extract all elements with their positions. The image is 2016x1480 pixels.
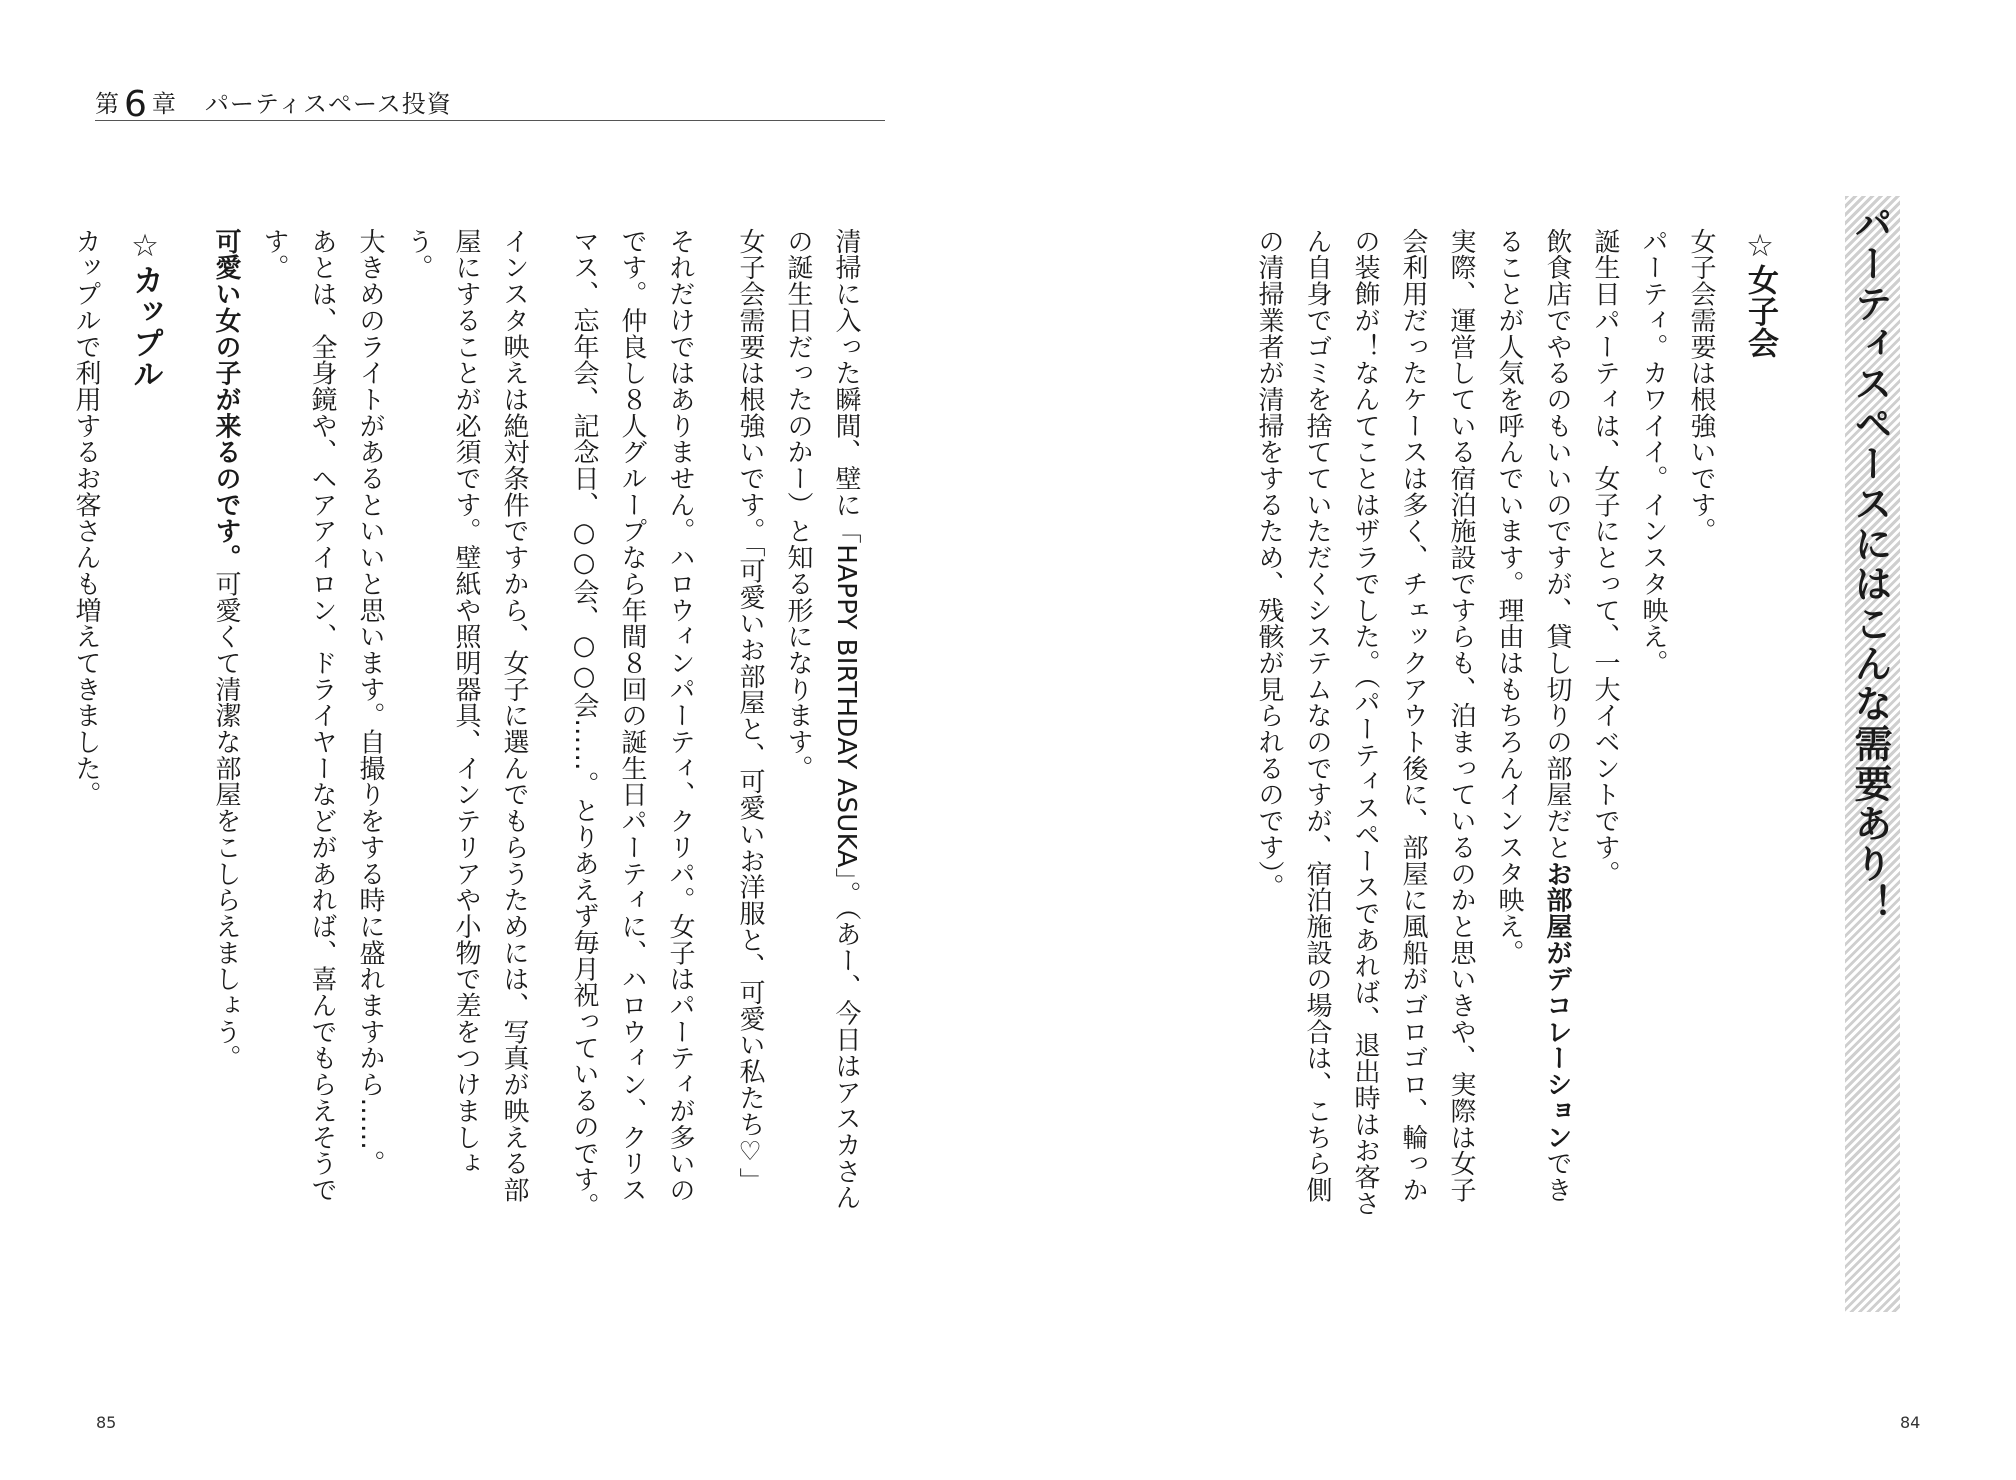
- paragraph: それだけではありません。ハロウィンパーティ、クリパ。女子はパーティが多いのです。仲良し８人グループなら年間８回の誕生日パーティに、ハロウィン、クリスマス、忘年会、記念日、○○会、○○会……。とりあえず毎月祝っているのです。: [569, 228, 695, 1219]
- bold-emphasis: お部屋がデコレーション: [1542, 860, 1572, 1151]
- paragraph: 女子会需要は根強いです。「可愛いお部屋と、可愛いお洋服と、可愛い私たち♡」: [735, 228, 765, 1194]
- paragraph: パーティ。カワイイ。インスタ映え。: [1638, 228, 1668, 676]
- subsection-heading-couple: [110, 228, 180, 1228]
- chapter-header: [95, 80, 885, 125]
- paragraph: [1485, 228, 1581, 1228]
- bold-emphasis: 可愛い女の子が来るのです。: [211, 228, 241, 571]
- star-icon: ☆: [127, 228, 163, 265]
- paragraph-text: 飲食店でやるのもいいのですが、貸し切りの部屋だと: [1542, 228, 1572, 861]
- right-page-body: [1245, 228, 1795, 1228]
- chapter-number: 6: [124, 84, 148, 125]
- chapter-title: パーティスペース投資: [204, 90, 452, 118]
- paragraph: カップルで利用するお客さんも増えてきました。: [71, 228, 101, 808]
- paragraph: 誕生日パーティは、女子にとって、一大イベントです。: [1590, 228, 1620, 887]
- paragraph-text: 可愛くて清潔な部屋をこしらえましょう。: [211, 570, 241, 1072]
- star-icon: ☆: [1742, 228, 1778, 265]
- paragraph-text: できることが人気を呼んでいます。理由はもちろんインスタ映え。: [1494, 228, 1572, 1203]
- paragraph: 女子会需要は根強いです。: [1686, 228, 1716, 545]
- paragraph: [202, 228, 250, 1228]
- page-number-left: 85: [96, 1413, 117, 1432]
- paragraph-gap: [704, 228, 726, 229]
- page-number-right: 84: [1900, 1413, 1921, 1432]
- paragraph: 大きめのライトがあるといいと思います。自撮りをする時に盛れますから……。: [355, 228, 385, 1177]
- right-page: [1140, 196, 1900, 1316]
- section-heading: パーティスペースにはこんな需要あり！: [1848, 204, 1892, 924]
- subsection-heading-joshikai: [1725, 228, 1795, 1228]
- paragraph-gap: [538, 228, 560, 229]
- chapter-prefix: 第: [95, 90, 120, 118]
- subsection-title: カップル: [127, 264, 163, 390]
- paragraph-gap: [180, 228, 202, 229]
- left-page: [71, 196, 870, 1316]
- subsection-title: 女子会: [1742, 264, 1778, 359]
- chapter-suffix: 章: [151, 90, 177, 118]
- left-page-body: [62, 228, 870, 1228]
- paragraph: あとは、全身鏡や、ヘアアイロン、ドライヤーなどがあれば、喜んでもらえそうです。: [259, 228, 337, 1203]
- paragraph: 清掃に入った瞬間、壁に「HAPPY BIRTHDAY ASUKA」。（あー、今日はアスカさんの誕生日だったのかー）と知る形になります。: [783, 228, 861, 1211]
- paragraph: 実際、運営している宿泊施設ですらも、泊まっているのかと思いきや、実際は女子会利用だったケースは多く、チェックアウト後に、部屋に風船がゴロゴロ、輪っかの装飾が！なんてことはザラでした。（パーティスペースであれば、退出時はお客さん自身でゴミを捨てていただくシステムなのですが、宿泊施設の場合は、こちら側の清掃業者が清掃をするため、残骸が見られるのです）。: [1254, 228, 1476, 1217]
- paragraph: インスタ映えは絶対条件ですから、女子に選んでもらうためには、写真が映える部屋にすることが必須です。壁紙や照明器具、インテリアや小物で差をつけましょう。: [403, 228, 529, 1203]
